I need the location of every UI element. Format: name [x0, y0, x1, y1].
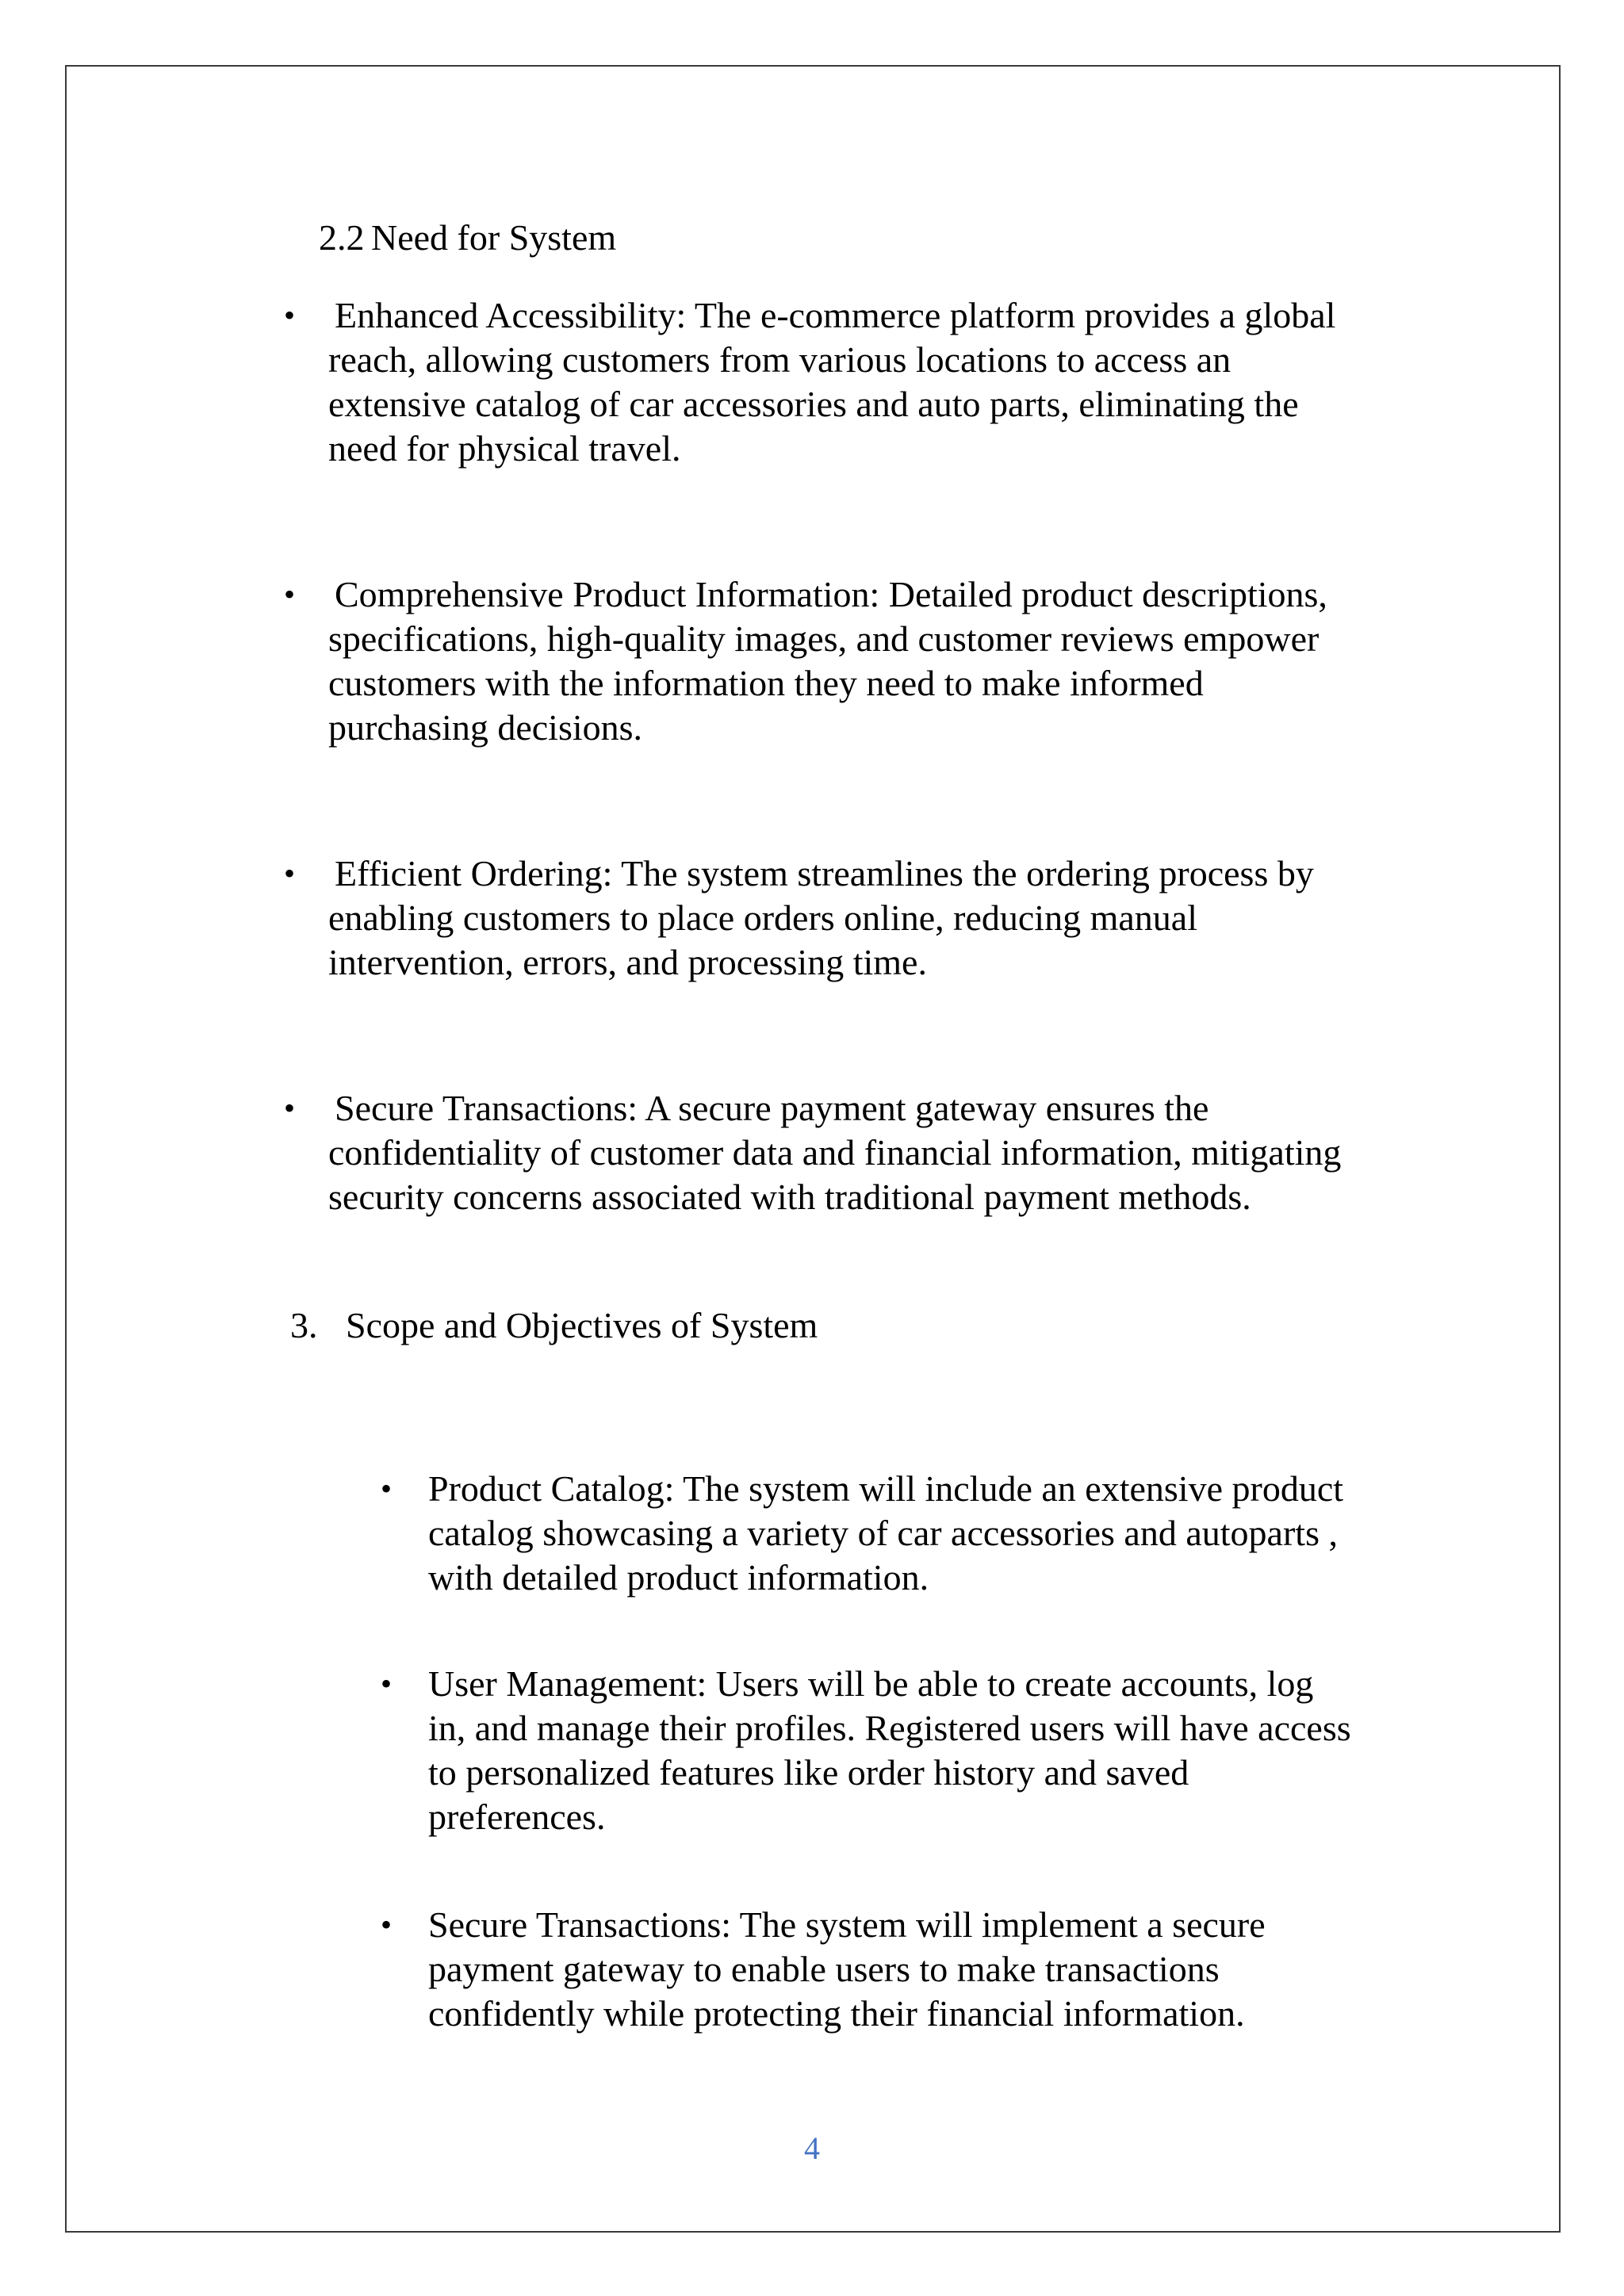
list-item-text: Secure Transactions: The system will implement a secure payment gateway to enable users to make transactions confidently while protecting their financial information.	[428, 1904, 1266, 2034]
page-number: 4	[804, 2130, 820, 2166]
list-item	[284, 851, 1442, 985]
list-item-text: Secure Transactions: A secure payment gateway ensures the confidentiality of customer data and financial information, mitigating security concerns associated with traditional payment methods.	[328, 1088, 1342, 1217]
bullet-icon: •	[284, 855, 296, 891]
bullet-icon: •	[284, 1090, 296, 1126]
bullet-icon: •	[284, 576, 296, 612]
list-item-text: User Management: Users will be able to create accounts, log in, and manage their profiles. Registered users will have access to personalized features like order history and saved preferences.	[428, 1663, 1351, 1837]
bullet-icon: •	[381, 1666, 393, 1701]
list-item-text: Enhanced Accessibility: The e-commerce platform provides a global reach, allowing customers from various locations to access an extensive catalog of car accessories and auto parts, eliminating the need for physical travel.	[328, 295, 1336, 469]
section-2-2-heading	[319, 216, 616, 260]
list-item	[284, 1086, 1442, 1219]
section-3-heading	[290, 1303, 818, 1348]
bullet-icon: •	[381, 1471, 393, 1506]
list-item-text: Product Catalog: The system will include an extensive product catalog showcasing a variety of car accessories and autoparts , with detailed product information.	[428, 1468, 1344, 1598]
list-item	[284, 572, 1442, 750]
section-3-number: 3.	[290, 1305, 318, 1345]
list-item	[381, 1903, 1459, 2036]
list-item	[381, 1662, 1459, 1839]
list-item	[284, 293, 1442, 471]
bullet-icon: •	[381, 1907, 393, 1942]
list-item	[381, 1467, 1459, 1600]
section-3-title: Scope and Objectives of System	[346, 1305, 818, 1345]
list-item-text: Comprehensive Product Information: Detailed product descriptions, specifications, high-quality images, and customer reviews empower customers with the information they need to make informed purchasing decisions.	[328, 574, 1327, 748]
section-2-2-title: Need for System	[371, 217, 617, 258]
list-item-text: Efficient Ordering: The system streamlines the ordering process by enabling customers to place orders online, reducing manual intervention, errors, and processing time.	[328, 853, 1314, 982]
bullet-icon: •	[284, 297, 296, 333]
section-2-2-number: 2.2	[319, 217, 365, 258]
